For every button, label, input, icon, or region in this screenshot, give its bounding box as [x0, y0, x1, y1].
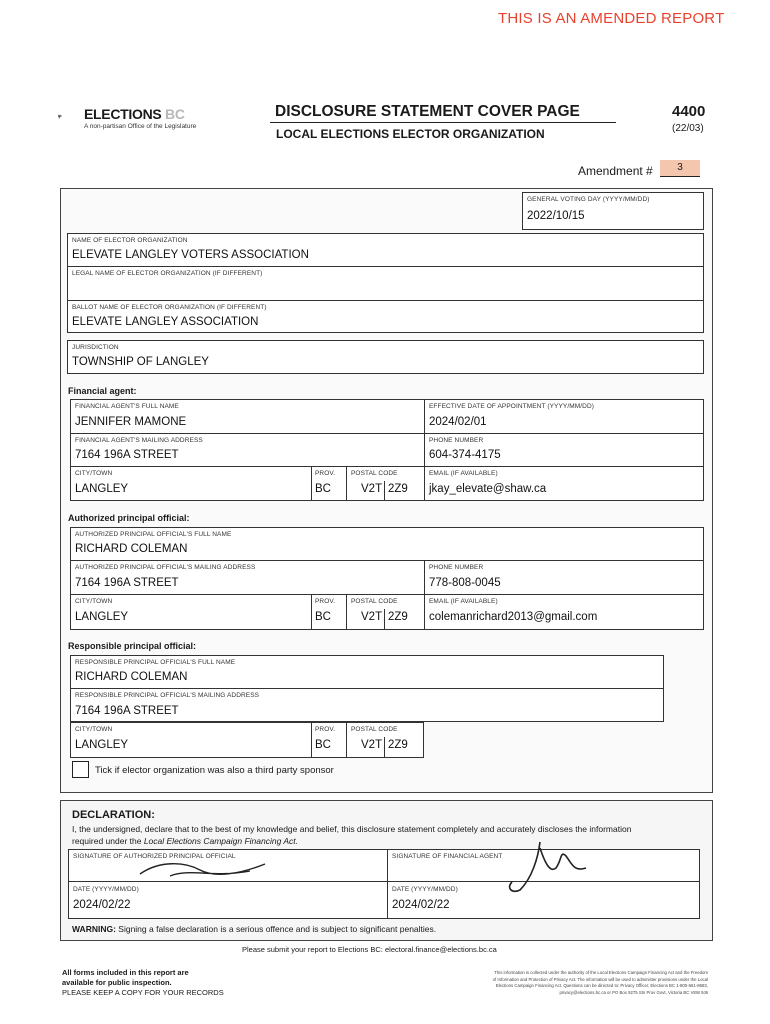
- divider: [387, 849, 388, 919]
- rpo-name-value[interactable]: RICHARD COLEMAN: [75, 671, 188, 683]
- footer-notice: [62, 968, 224, 998]
- warning-text: [72, 924, 436, 934]
- divider: [346, 594, 347, 630]
- divider: [311, 466, 312, 501]
- fa-city-label: CITY/TOWN: [75, 470, 113, 477]
- privacy-notice: [418, 970, 708, 996]
- declaration-title: DECLARATION:: [72, 809, 155, 821]
- privacy-line-4: privacy@elections.bc.ca or PO Box 9275 Stn Prov Govt, Victoria BC V8W 9J6: [559, 989, 708, 995]
- rpo-postal-value-a[interactable]: V2T: [361, 739, 383, 751]
- apo-city-label: CITY/TOWN: [75, 598, 113, 605]
- org-name-value[interactable]: ELEVATE LANGLEY VOTERS ASSOCIATION: [72, 249, 309, 261]
- privacy-line-3: Elections Campaign Financing Act. Questions can be directed to: Privacy Officer, Elections BC 1-800-661-8683,: [495, 983, 708, 988]
- divider: [70, 433, 704, 434]
- rpo-city-value[interactable]: LANGLEY: [75, 739, 129, 751]
- logo-wordmark: ELECTIONS BC: [84, 106, 185, 122]
- apo-postal-value-a[interactable]: V2T: [361, 611, 383, 623]
- divider: [346, 466, 347, 501]
- divider: [384, 481, 385, 501]
- org-ballot-name-value[interactable]: ELEVATE LANGLEY ASSOCIATION: [72, 316, 259, 328]
- date-agent-value[interactable]: 2024/02/22: [392, 899, 450, 911]
- fa-postal-value-b[interactable]: 2Z9: [388, 483, 408, 495]
- jurisdiction-value: TOWNSHIP OF LANGLEY: [72, 356, 209, 368]
- org-ballot-name-label: BALLOT NAME OF ELECTOR ORGANIZATION (IF DIFFERENT): [72, 304, 267, 311]
- divider: [384, 609, 385, 630]
- amendment-label: Amendment #: [578, 164, 653, 178]
- rpo-postal-value-b[interactable]: 2Z9: [388, 739, 408, 751]
- voting-day-label: GENERAL VOTING DAY (YYYY/MM/DD): [527, 196, 650, 203]
- sig-official-label: SIGNATURE OF AUTHORIZED PRINCIPAL OFFICIAL: [73, 853, 236, 860]
- rpo-address-value[interactable]: 7164 196A STREET: [75, 705, 179, 717]
- fa-prov-value[interactable]: BC: [315, 483, 331, 495]
- page-subtitle: LOCAL ELECTIONS ELECTOR ORGANIZATION: [276, 127, 545, 141]
- date-official-value[interactable]: 2024/02/22: [73, 899, 131, 911]
- divider: [70, 688, 664, 689]
- sig-agent-label: SIGNATURE OF FINANCIAL AGENT: [392, 853, 503, 860]
- fa-address-label: FINANCIAL AGENT'S MAILING ADDRESS: [75, 437, 203, 444]
- apo-address-value[interactable]: 7164 196A STREET: [75, 577, 179, 589]
- date-official-label: DATE (YYYY/MM/DD): [73, 886, 139, 893]
- divider: [70, 560, 704, 561]
- amendment-underline: [660, 176, 700, 177]
- org-legal-name-label: LEGAL NAME OF ELECTOR ORGANIZATION (IF DIFFERENT): [72, 270, 263, 277]
- privacy-line-1: This information is collected under the authority of the Local Elections Campaign Financing Act and the Freedom: [494, 970, 708, 975]
- rpo-city-label: CITY/TOWN: [75, 726, 113, 733]
- fa-email-value[interactable]: jkay_elevate@shaw.ca: [429, 483, 547, 495]
- amended-report-banner: THIS IS AN AMENDED REPORT: [498, 10, 725, 27]
- apo-name-label: AUTHORIZED PRINCIPAL OFFICIAL'S FULL NAME: [75, 531, 232, 538]
- fa-name-label: FINANCIAL AGENT'S FULL NAME: [75, 403, 179, 410]
- divider: [424, 399, 425, 501]
- apo-postal-value-b[interactable]: 2Z9: [388, 611, 408, 623]
- jurisdiction-field[interactable]: [67, 340, 704, 374]
- declaration-text-line-1: I, the undersigned, declare that to the best of my knowledge and belief, this disclosure statement completely and accurately discloses the information: [72, 824, 632, 834]
- warning-label: WARNING:: [72, 924, 116, 934]
- fa-postal-label: POSTAL CODE: [351, 470, 398, 477]
- footer-line-1: All forms included in this report are: [62, 968, 189, 977]
- amendment-number-field[interactable]: 3: [660, 160, 700, 176]
- official-signature-icon[interactable]: [130, 856, 280, 882]
- apo-email-value[interactable]: colemanrichard2013@gmail.com: [429, 611, 598, 623]
- apo-phone-label: PHONE NUMBER: [429, 564, 484, 571]
- authorized-official-heading: Authorized principal official:: [68, 513, 190, 523]
- fa-address-value[interactable]: 7164 196A STREET: [75, 449, 179, 461]
- jurisdiction-label: JURISDICTION: [72, 344, 119, 351]
- fa-date-label: EFFECTIVE DATE OF APPOINTMENT (YYYY/MM/DD): [429, 403, 595, 410]
- apo-city-value[interactable]: LANGLEY: [75, 611, 129, 623]
- submit-note: Please submit your report to Elections BC: electoral.finance@elections.bc.ca: [242, 945, 497, 954]
- rpo-prov-label: PROV.: [315, 726, 336, 733]
- fa-phone-label: PHONE NUMBER: [429, 437, 484, 444]
- third-party-checkbox[interactable]: [72, 761, 89, 778]
- form-revision: (22/03): [672, 123, 704, 134]
- third-party-label: Tick if elector organization was also a third party sponsor: [95, 765, 334, 776]
- footer-line-3: PLEASE KEEP A COPY FOR YOUR RECORDS: [62, 988, 224, 997]
- divider: [346, 722, 347, 758]
- footer-line-2: available for public inspection.: [62, 978, 172, 987]
- declaration-text-line-2: required under the: [72, 836, 144, 846]
- rpo-address-label: RESPONSIBLE PRINCIPAL OFFICIAL'S MAILING ADDRESS: [75, 692, 260, 699]
- elections-bc-logo-icon: [58, 104, 84, 130]
- divider: [384, 737, 385, 758]
- apo-name-value[interactable]: RICHARD COLEMAN: [75, 543, 188, 555]
- apo-email-label: EMAIL (IF AVAILABLE): [429, 598, 498, 605]
- divider: [67, 300, 704, 301]
- agent-signature-icon[interactable]: [490, 838, 610, 898]
- form-number: 4400: [672, 103, 706, 120]
- voting-day-value: 2022/10/15: [527, 210, 585, 222]
- apo-prov-label: PROV.: [315, 598, 336, 605]
- rpo-name-label: RESPONSIBLE PRINCIPAL OFFICIAL'S FULL NAME: [75, 659, 236, 666]
- rpo-postal-label: POSTAL CODE: [351, 726, 398, 733]
- fa-date-value[interactable]: 2024/02/01: [429, 416, 487, 428]
- divider: [424, 560, 425, 630]
- fa-name-value[interactable]: JENNIFER MAMONE: [75, 416, 187, 428]
- responsible-official-heading: Responsible principal official:: [68, 641, 197, 651]
- page-title: DISCLOSURE STATEMENT COVER PAGE: [275, 103, 580, 120]
- warning-message: Signing a false declaration is a serious offence and is subject to significant penalties.: [115, 924, 437, 934]
- divider: [70, 594, 704, 595]
- privacy-line-2: of Information and Protection of Privacy Act. The information will be used to administer provisions under the Local: [492, 976, 708, 982]
- org-name-label: NAME OF ELECTOR ORGANIZATION: [72, 237, 188, 244]
- divider: [311, 594, 312, 630]
- apo-prov-value[interactable]: BC: [315, 611, 331, 623]
- apo-address-label: AUTHORIZED PRINCIPAL OFFICIAL'S MAILING ADDRESS: [75, 564, 256, 571]
- fa-email-label: EMAIL (IF AVAILABLE): [429, 470, 498, 477]
- date-agent-label: DATE (YYYY/MM/DD): [392, 886, 458, 893]
- divider: [67, 266, 704, 267]
- divider: [70, 466, 704, 467]
- voting-day-field[interactable]: [522, 192, 704, 230]
- apo-postal-label: POSTAL CODE: [351, 598, 398, 605]
- fa-phone-value[interactable]: 604-374-4175: [429, 449, 501, 461]
- financial-agent-heading: Financial agent:: [68, 386, 137, 396]
- logo-tagline: A non-partisan Office of the Legislature: [84, 123, 197, 130]
- act-name: Local Elections Campaign Financing Act.: [143, 836, 299, 846]
- title-divider: [270, 122, 616, 123]
- fa-postal-value-a[interactable]: V2T: [361, 483, 383, 495]
- fa-prov-label: PROV.: [315, 470, 336, 477]
- divider: [311, 722, 312, 758]
- rpo-prov-value[interactable]: BC: [315, 739, 331, 751]
- fa-city-value[interactable]: LANGLEY: [75, 483, 129, 495]
- apo-phone-value[interactable]: 778-808-0045: [429, 577, 501, 589]
